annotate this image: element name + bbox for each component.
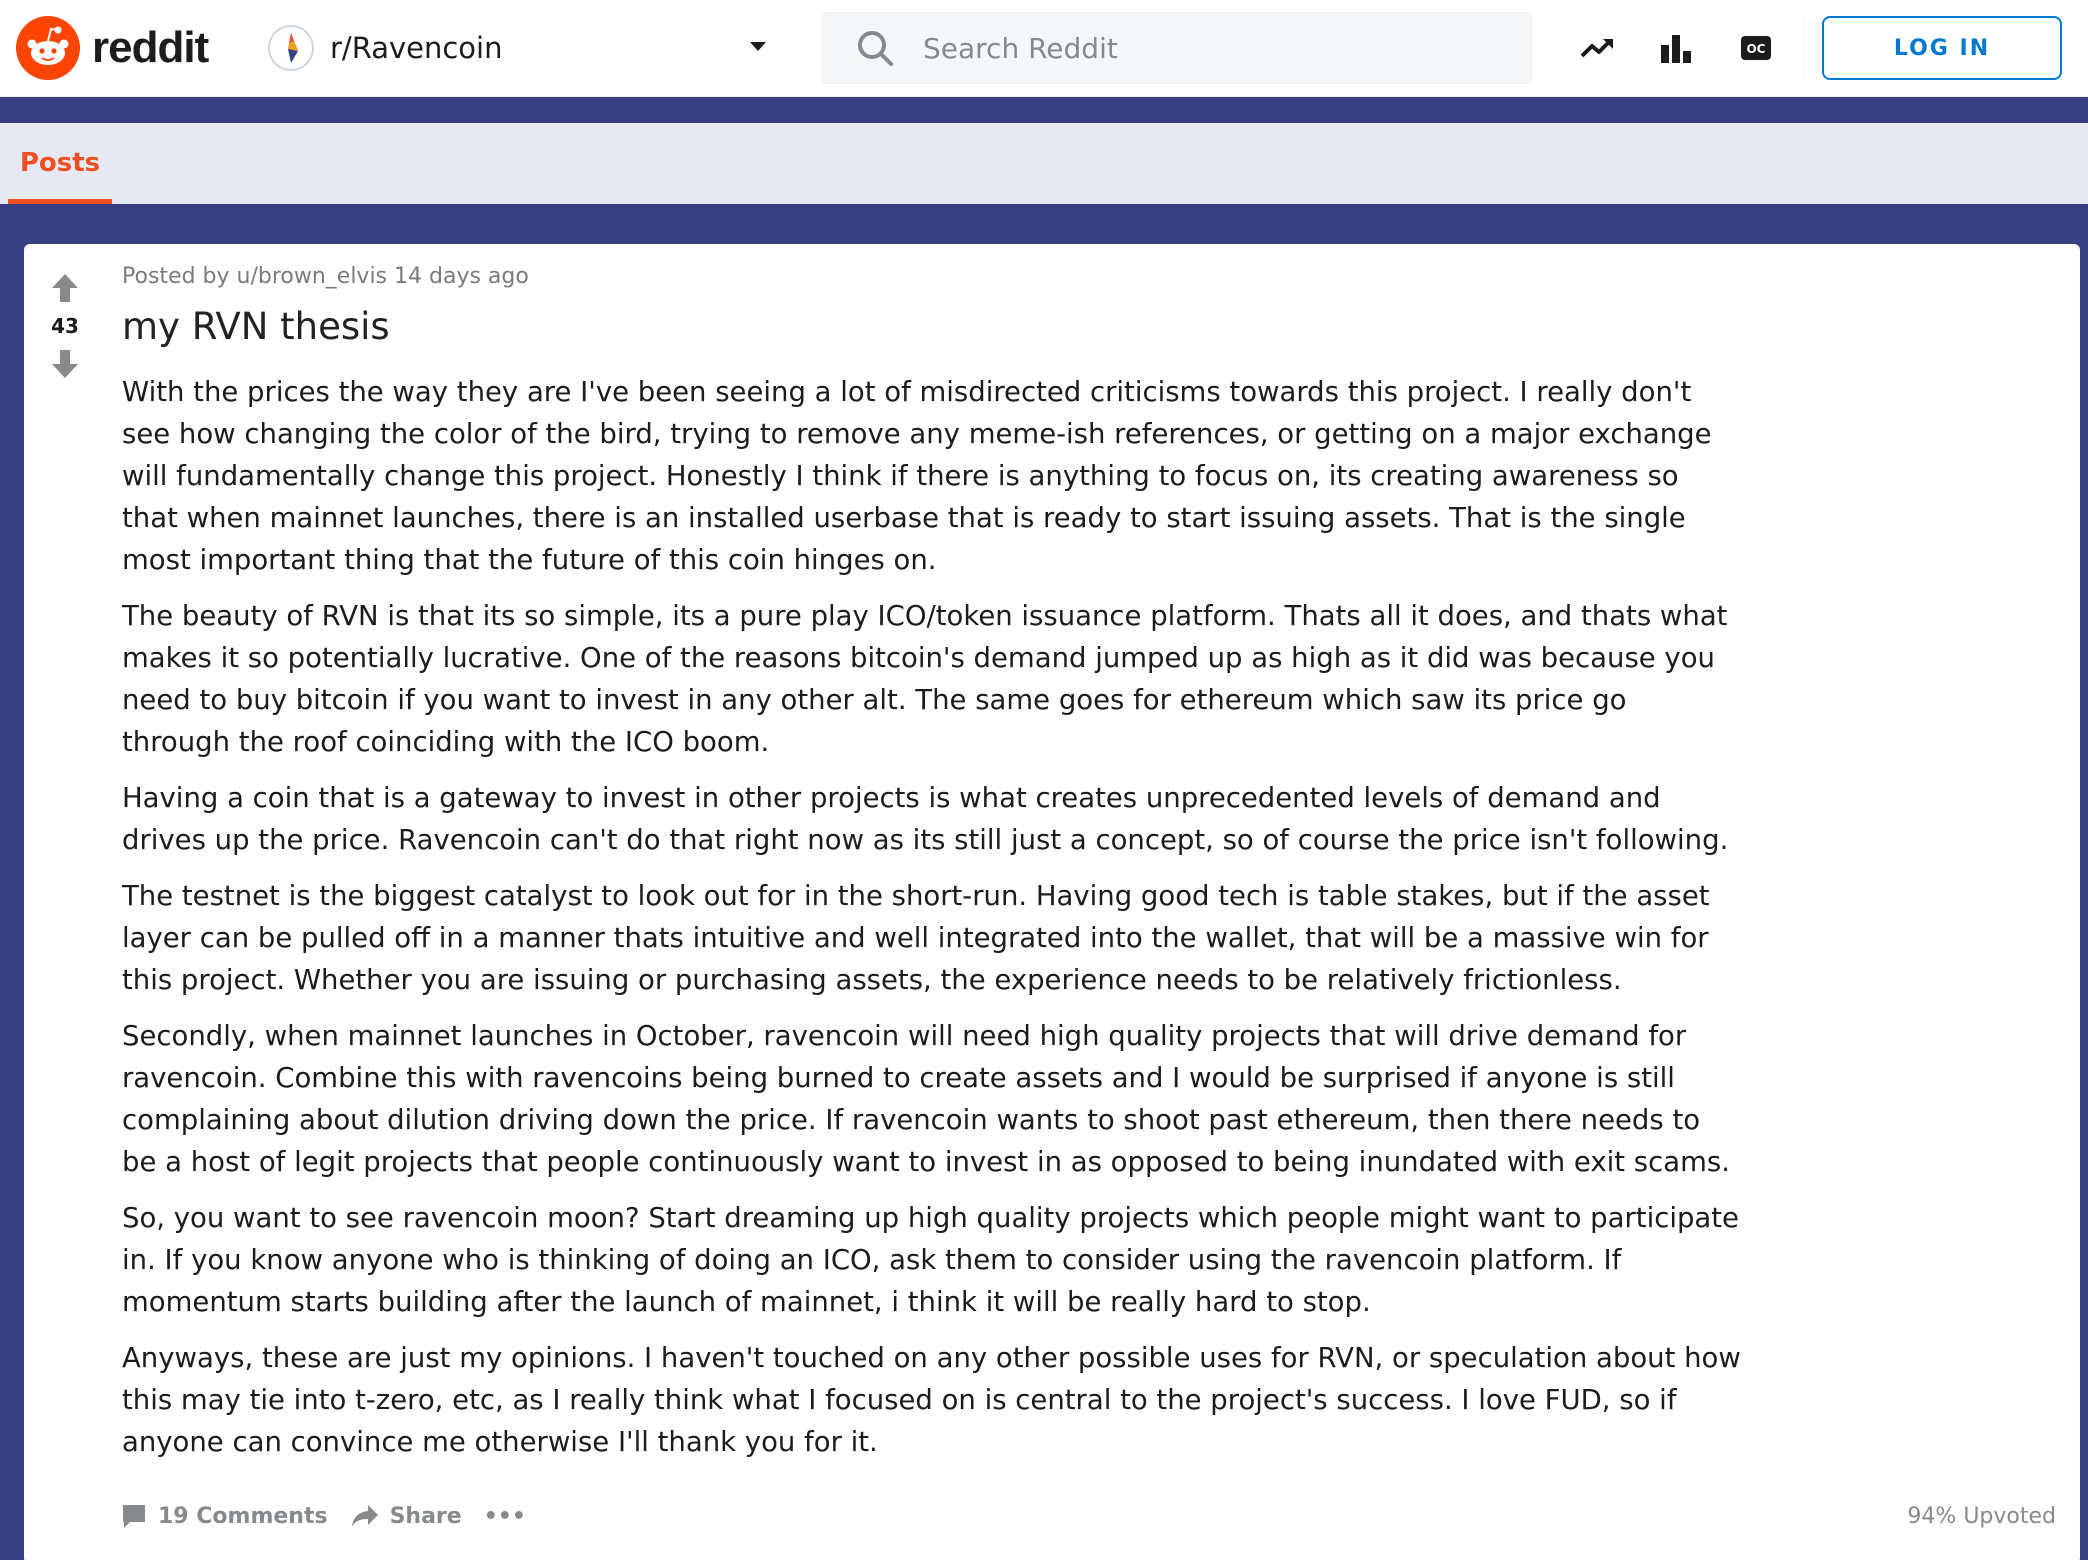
comments-button[interactable]	[120, 1502, 328, 1530]
comment-icon	[120, 1502, 148, 1530]
logo-text: reddit	[92, 23, 209, 72]
popular-button[interactable]	[1656, 28, 1696, 68]
chevron-down-icon	[748, 40, 768, 54]
post-paragraph: The beauty of RVN is that its so simple, its a pure play ICO/token issuance platform. Thats all it does, and thats what makes it so potentially lucrative. One of the reasons bitcoin's demand jumped up as high as it did was because you need to buy bitcoin if you want to invest in any other alt. The same goes for ethereum which saw its price go through the roof coinciding with the ICO boom.	[122, 600, 1728, 759]
search-icon	[855, 28, 895, 68]
header-divider	[1804, 16, 1805, 80]
more-options-button[interactable]	[484, 1504, 526, 1529]
post-meta: Posted by u/brown_elvis 14 days ago	[122, 264, 529, 289]
tab-posts[interactable]: Posts	[8, 123, 112, 204]
oc-button[interactable]	[1736, 28, 1776, 68]
more-options-icon: •••	[483, 1503, 526, 1529]
subreddit-name: r/Ravencoin	[330, 31, 503, 65]
trending-button[interactable]	[1578, 28, 1618, 68]
raven-icon	[276, 31, 306, 65]
trending-icon	[1580, 36, 1616, 60]
search-input[interactable]	[923, 32, 1483, 65]
post-paragraph: The testnet is the biggest catalyst to look out for in the short-run. Having good tech is table stakes, but if the asset layer can be pulled off in a manner thats intuitive and well integrated into the wallet, that will be a massive win for this project. Whether you are issuing or purchasing assets, the experience needs to be relatively frictionless.	[122, 880, 1710, 997]
subreddit-tabs	[0, 123, 2088, 204]
upvote-arrow-icon	[50, 272, 80, 304]
post-title[interactable]: my RVN thesis	[122, 305, 390, 348]
post-actions	[120, 1502, 548, 1530]
login-button[interactable]: LOG IN	[1822, 16, 2062, 80]
share-icon	[350, 1503, 380, 1529]
post-paragraph: Anyways, these are just my opinions. I haven't touched on any other possible uses for RVN, or speculation about how this may tie into t-zero, etc, as I really think what I focused on is central to the project's success. I love FUD, so if anyone can convince me otherwise I'll thank you for it.	[122, 1342, 1741, 1459]
post-paragraph: Secondly, when mainnet launches in October, ravencoin will need high quality projects that will drive demand for ravencoin. Combine this with ravencoins being burned to create assets and I would be surprised if anyone is still complaining about dilution driving down the price. If ravencoin wants to shoot past ethereum, then there needs to be a host of legit projects that people continuously want to invest in as opposed to being inundated with exit scams.	[122, 1020, 1730, 1179]
top-header	[0, 0, 2088, 97]
oc-icon	[1740, 35, 1772, 61]
subreddit-banner	[0, 97, 2088, 123]
vote-column	[24, 268, 106, 384]
reddit-logo[interactable]	[16, 16, 208, 80]
post-card	[24, 244, 2080, 1560]
upvote-ratio: 94% Upvoted	[1907, 1504, 2056, 1529]
upvote-button[interactable]	[45, 268, 85, 308]
vote-count: 43	[51, 314, 79, 338]
comments-label: 19 Comments	[158, 1503, 328, 1529]
popular-icon	[1659, 33, 1693, 63]
post-text	[122, 371, 1742, 1463]
search-bar[interactable]	[822, 12, 1532, 84]
oc-label: OC	[1746, 42, 1766, 56]
post-paragraph: With the prices the way they are I've been seeing a lot of misdirected criticisms towards this project. I really don't see how changing the color of the bird, trying to remove any meme-ish references, or getting on a major exchange will fundamentally change this project. Honestly I think if there is anything to focus on, its creating awareness so that when mainnet launches, there is an installed userbase that is ready to start issuing assets. That is the single most important thing that the future of this coin hinges on.	[122, 376, 1712, 577]
reddit-alien-icon	[16, 16, 80, 80]
post-paragraph: So, you want to see ravencoin moon? Start dreaming up high quality projects which people might want to participate in. If you know anyone who is thinking of doing an ICO, ask them to consider using the ravencoin platform. If momentum starts building after the launch of mainnet, i think it will be really hard to stop.	[122, 1202, 1739, 1319]
downvote-arrow-icon	[50, 348, 80, 380]
share-label: Share	[389, 1503, 462, 1529]
subreddit-avatar	[268, 25, 314, 71]
downvote-button[interactable]	[45, 344, 85, 384]
post-body	[122, 264, 1742, 1477]
share-button[interactable]	[350, 1503, 462, 1529]
subreddit-dropdown[interactable]	[268, 16, 776, 80]
post-paragraph: Having a coin that is a gateway to invest in other projects is what creates unprecedented levels of demand and drives up the price. Ravencoin can't do that right now as its still just a concept, so of course the price isn't following.	[122, 782, 1729, 857]
